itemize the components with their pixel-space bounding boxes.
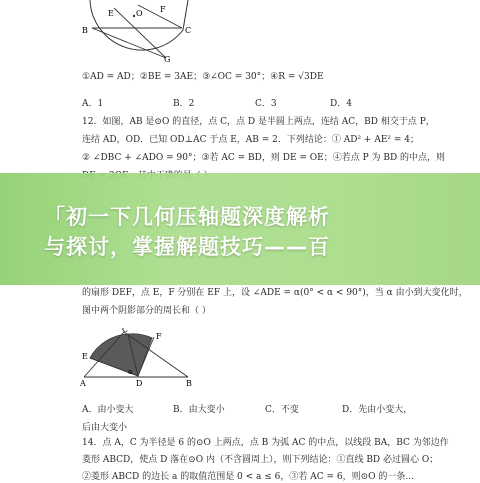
fig-label-A: A bbox=[80, 379, 86, 388]
label-O: O bbox=[136, 9, 143, 18]
q11-choice-a: A．1 bbox=[82, 99, 104, 109]
label-B: B bbox=[82, 26, 88, 35]
fig-label-E: E bbox=[82, 352, 88, 361]
q13-choice-d-cont: 后由大变小 bbox=[82, 423, 128, 433]
q11-choice-b: B．2 bbox=[173, 99, 195, 109]
q13-line2: 图中两个阴影部分的周长和（ ） bbox=[82, 306, 211, 316]
title-banner bbox=[0, 173, 480, 285]
sector-figure bbox=[80, 328, 200, 388]
banner-title-line2: 与探讨，掌握解题技巧——百 bbox=[44, 235, 330, 259]
fig-label-D: D bbox=[136, 379, 143, 388]
fig-label-F: F bbox=[156, 332, 162, 341]
q14-line1: 14．点 A，C 为半径是 6 的⊙O 上两点，点 B 为弧 AC 的中点，以线段 BA，BC 为邻边作 bbox=[82, 438, 449, 448]
q12-line2: 连结 AD，OD．已知 OD⊥AC 于点 E，AB = 2．下列结论：① AD² + AE² = 4； bbox=[82, 135, 419, 145]
label-E: E bbox=[108, 9, 114, 18]
circle-figure bbox=[78, 0, 198, 62]
chord-1 bbox=[92, 28, 166, 58]
label-F: F bbox=[160, 5, 166, 14]
q14-line3: ②菱形 ABCD 的边长 a 的取值范围是 0 < a ≤ 6，③若 AC = 6，则⊙O 的一条... bbox=[82, 472, 414, 482]
q11-statements: ①AD = AD；②BE = 3AE；③∠OC = 30°；④R = √3DE bbox=[82, 72, 324, 82]
label-C: C bbox=[185, 26, 192, 35]
q14-line2: 菱形 ABCD，使点 D 落在⊙O 内（不含圆周上），则下列结论：①直线 BD 必过圆心 O； bbox=[82, 455, 439, 465]
q13-choice-d: D．先由小变大， bbox=[342, 405, 413, 415]
center-point bbox=[133, 15, 135, 17]
label-G: G bbox=[164, 55, 171, 62]
q11-choice-d: D．4 bbox=[330, 99, 352, 109]
q13-choice-a: A．由小变大 bbox=[82, 405, 134, 415]
q13-choice-c: C．不变 bbox=[265, 405, 299, 415]
q12-line3: ② ∠DBC + ∠ADO = 90°；③若 AC = BD，则 DE = OE；④若点 P 为 BD 的中点，则 bbox=[82, 153, 446, 163]
q12-line1: 12．如图，AB 是⊙O 的直径，点 C，点 D 是半圆上两点，连结 AC，BD 相交于点 P， bbox=[82, 117, 435, 127]
banner-title-line1: 「初一下几何压轴题深度解析 bbox=[44, 205, 330, 229]
fig-label-B: B bbox=[186, 379, 192, 388]
fig-label-alpha: α bbox=[128, 368, 133, 376]
circle-arc bbox=[90, 0, 188, 50]
q11-choice-c: C．3 bbox=[255, 99, 277, 109]
q13-line1: 的扇形 DEF，点 E，F 分别在 EF 上，设 ∠ADE = α(0° < α < 90°)，当 α 由小到大变化时， bbox=[82, 288, 468, 298]
q13-choice-b: B．由大变小 bbox=[173, 405, 225, 415]
fig-label-C: C bbox=[122, 328, 129, 334]
